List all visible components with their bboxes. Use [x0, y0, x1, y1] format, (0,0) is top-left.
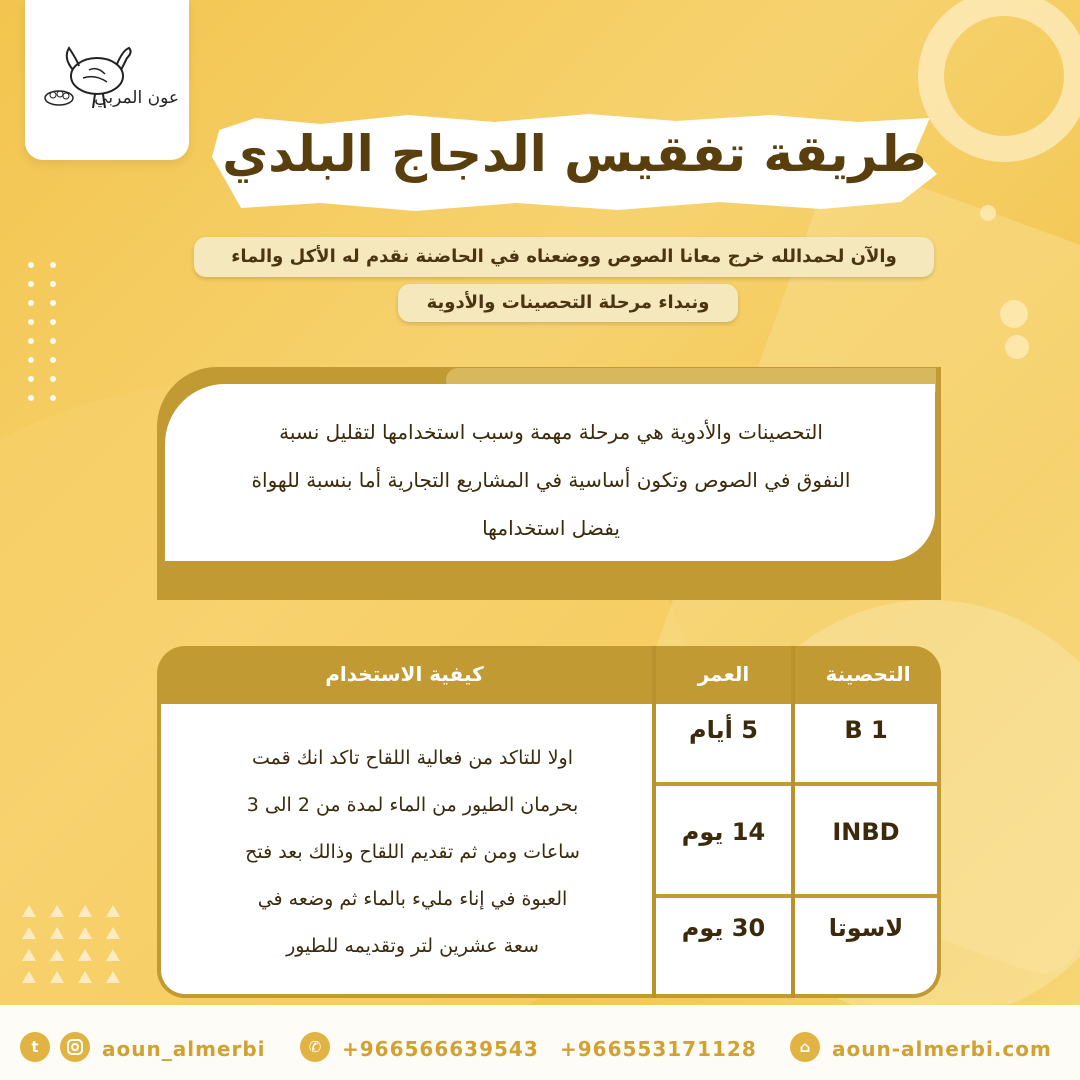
hen-logo-icon: [39, 40, 139, 120]
decorative-dots: [28, 262, 68, 401]
usage-line: بحرمان الطيور من الماء لمدة من 2 الى 3: [246, 794, 579, 816]
vaccine-name: B 1: [844, 716, 888, 744]
usage-line: العبوة في إناء مليء بالماء ثم وضعه في: [257, 888, 568, 910]
vaccine-age: 30 يوم: [681, 914, 766, 942]
vaccine-age: 5 أيام: [689, 716, 758, 744]
twitter-icon[interactable]: t: [20, 1032, 50, 1062]
store-icon[interactable]: ⌂: [790, 1032, 820, 1062]
decorative-bubble: [1005, 335, 1029, 359]
info-text: [195, 408, 907, 552]
usage-instructions: [190, 735, 635, 970]
footer-phone-2[interactable]: +966553171128: [560, 1037, 757, 1061]
subtitle-line-2: ونبداء مرحلة التحصينات والأدوية: [398, 284, 738, 322]
logo-card: [25, 0, 189, 160]
footer-handle[interactable]: aoun_almerbi: [102, 1037, 266, 1061]
usage-line: ساعات ومن ثم تقديم اللقاح وذالك بعد فتح: [245, 841, 580, 863]
vaccine-cell: [795, 898, 937, 994]
vaccine-age: 14 يوم: [681, 818, 766, 846]
decorative-ring: [918, 0, 1080, 162]
page-title: طريقة تفقيس الدجاج البلدي: [222, 125, 927, 183]
vaccine-name: لاسوتا: [828, 914, 904, 942]
age-cell: [656, 898, 791, 994]
header-usage: كيفية الاستخدام: [325, 662, 484, 686]
vaccine-name: INBD: [832, 818, 900, 846]
instagram-icon[interactable]: [60, 1032, 90, 1062]
whatsapp-icon[interactable]: ✆: [300, 1032, 330, 1062]
usage-line: اولا للتاكد من فعالية اللقاح تاكد انك قمت: [252, 747, 573, 769]
header-age: العمر: [697, 662, 750, 686]
decorative-triangles: [22, 905, 122, 983]
footer-phone-1[interactable]: +966566639543: [342, 1037, 539, 1061]
header-vaccine: التحصينة: [825, 662, 911, 686]
logo-text: عون المربي: [94, 88, 179, 108]
footer-website[interactable]: aoun-almerbi.com: [832, 1037, 1052, 1061]
info-line: النفوق في الصوص وتكون أساسية في المشاريع التجارية أما بنسبة للهواة: [251, 468, 851, 492]
usage-line: سعة عشرين لتر وتقديمه للطيور: [286, 935, 539, 957]
info-line: يفضل استخدامها: [482, 516, 620, 540]
decorative-bubble: [980, 205, 996, 221]
subtitle-line-1: والآن لحمدالله خرج معانا الصوص ووضعناه في الحاضنة نقدم له الأكل والماء: [194, 237, 934, 277]
info-line: التحصينات والأدوية هي مرحلة مهمة وسبب استخدامها لتقليل نسبة: [279, 420, 823, 444]
decorative-bubble: [1000, 300, 1028, 328]
